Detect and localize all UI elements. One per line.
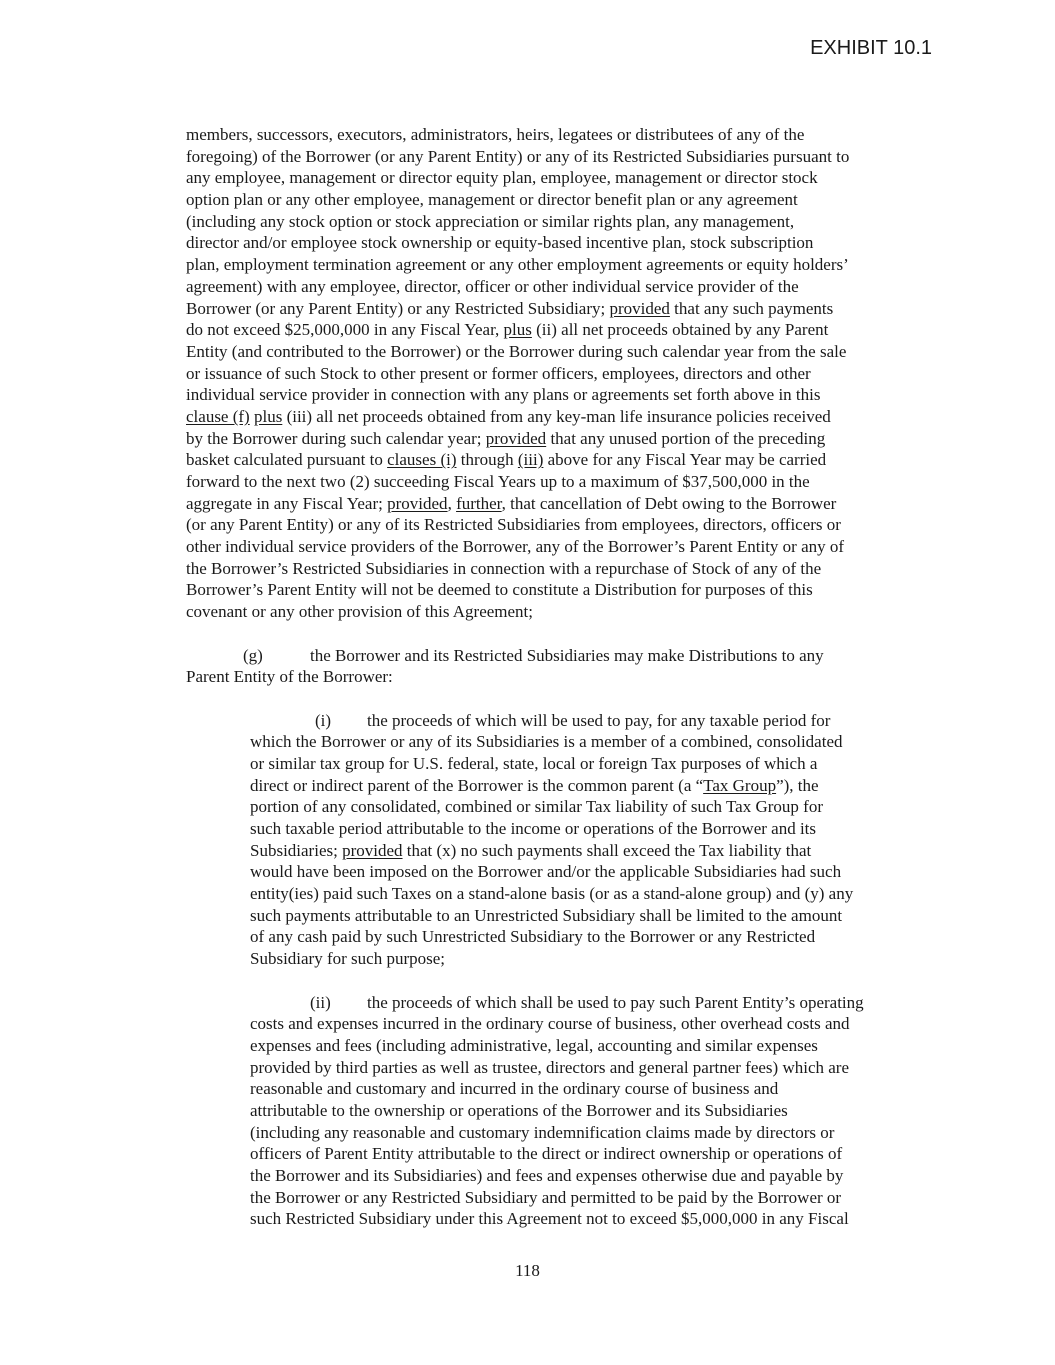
text-line: entity(ies) paid such Taxes on a stand-alone basis (or as a stand-alone group) and (y) any — [250, 884, 854, 904]
paragraph-label: (ii) — [310, 992, 331, 1012]
text-line: clause (f) plus (iii) all net proceeds obtained from any key-man life insurance policies received — [186, 406, 831, 426]
text-line: which the Borrower or any of its Subsidiaries is a member of a combined, consolidated — [250, 732, 843, 752]
text-line: would have been imposed on the Borrower and/or the applicable Subsidiaries had such — [250, 862, 842, 882]
text-line: do not exceed $25,000,000 in any Fiscal Year, plus (ii) all net proceeds obtained by any Parent — [186, 320, 829, 340]
text-line: plan, employment termination agreement or any other employment agreements or equity holders’ — [186, 255, 849, 275]
text-line: portion of any consolidated, combined or similar Tax liability of such Tax Group for — [250, 797, 823, 817]
text-line: attributable to the ownership or operations of the Borrower and its Subsidiaries — [250, 1100, 788, 1120]
paragraph-g — [186, 645, 932, 688]
paragraph-g-ii — [186, 992, 932, 1231]
text-line: option plan or any other employee, management or director benefit plan or any agreement — [186, 190, 798, 210]
paragraph-label: (i) — [315, 710, 332, 730]
exhibit-header: EXHIBIT 10.1 — [810, 37, 932, 59]
text-line: (including any reasonable and customary indemnification claims made by directors or — [250, 1122, 835, 1142]
text-line: foregoing) of the Borrower (or any Parent Entity) or any of its Restricted Subsidiaries pursuant to — [186, 146, 850, 166]
paragraph-label: (g) — [243, 645, 263, 665]
text-line: Borrower’s Parent Entity will not be deemed to constitute a Distribution for purposes of this — [186, 580, 813, 600]
text-line: any employee, management or director equity plan, employee, management or director stock — [186, 168, 818, 188]
text-line: Entity (and contributed to the Borrower) or the Borrower during such calendar year from the sale — [186, 341, 847, 361]
text-line: provided by third parties as well as trustee, directors and general partner fees) which are — [250, 1057, 850, 1077]
text-line: covenant or any other provision of this Agreement; — [186, 602, 533, 622]
text-line: such Restricted Subsidiary under this Agreement not to exceed $5,000,000 in any Fiscal — [250, 1209, 849, 1229]
text-line: costs and expenses incurred in the ordinary course of business, other overhead costs and — [250, 1014, 850, 1034]
text-line: such taxable period attributable to the income or operations of the Borrower and its — [250, 819, 817, 838]
text-line: expenses and fees (including administrative, legal, accounting and similar expenses — [250, 1035, 818, 1055]
text-line: Subsidiary for such purpose; — [250, 949, 446, 969]
text-line: (ii) the proceeds of which shall be used to pay such Parent Entity’s operating — [310, 992, 864, 1012]
text-line: of any cash paid by such Unrestricted Subsidiary to the Borrower or any Restricted — [250, 927, 816, 947]
text-line: the Borrower and its Subsidiaries) and fees and expenses otherwise due and payable by — [250, 1166, 844, 1185]
text-line: direct or indirect parent of the Borrower is the common parent (a “Tax Group”), the — [250, 775, 819, 795]
text-line: (including any stock option or stock appreciation or similar rights plan, any management, — [186, 211, 795, 231]
text-line: reasonable and customary and incurred in the ordinary course of business and — [250, 1079, 779, 1099]
text-line: officers of Parent Entity attributable to the direct or indirect ownership or operations of — [250, 1144, 843, 1164]
text-line: director and/or employee stock ownership or equity-based incentive plan, stock subscription — [186, 233, 814, 253]
text-line: (or any Parent Entity) or any of its Restricted Subsidiaries from employees, directors, officers or — [186, 515, 841, 535]
text-line: basket calculated pursuant to clauses (i) through (iii) above for any Fiscal Year may be carried — [186, 450, 827, 470]
page-number: 118 — [515, 1261, 540, 1280]
text-line: such payments attributable to an Unrestricted Subsidiary shall be limited to the amount — [250, 905, 843, 925]
text-line: other individual service providers of the Borrower, any of the Borrower’s Parent Entity or any of — [186, 537, 845, 557]
paragraph-continuation — [186, 124, 932, 623]
text-line: individual service provider in connection with any plans or agreements set forth above in this — [186, 385, 821, 405]
text-line: Parent Entity of the Borrower: — [186, 667, 393, 687]
paragraph-g-i — [186, 710, 932, 970]
text-line: forward to the next two (2) succeeding Fiscal Years up to a maximum of $37,500,000 in the — [186, 472, 810, 491]
text-line: (g) the Borrower and its Restricted Subsidiaries may make Distributions to any — [243, 645, 824, 665]
text-line: Borrower (or any Parent Entity) or any Restricted Subsidiary; provided that any such payments — [186, 298, 834, 318]
text-line: agreement) with any employee, director, officer or other individual service provider of the — [186, 276, 799, 296]
text-line: by the Borrower during such calendar year; provided that any unused portion of the preceding — [186, 428, 826, 448]
text-line: Subsidiaries; provided that (x) no such payments shall exceed the Tax liability that — [250, 840, 812, 860]
document-body — [186, 124, 932, 1230]
text-line: or similar tax group for U.S. federal, state, local or foreign Tax purposes of which a — [250, 753, 818, 773]
text-line: members, successors, executors, administrators, heirs, legatees or distributees of any of the — [186, 125, 805, 144]
text-line: the Borrower or any Restricted Subsidiary and permitted to be paid by the Borrower or — [250, 1187, 842, 1207]
text-line: aggregate in any Fiscal Year; provided, further, that cancellation of Debt owing to the Borrower — [186, 493, 837, 513]
text-line: (i) the proceeds of which will be used to pay, for any taxable period for — [315, 710, 831, 730]
text-line: the Borrower’s Restricted Subsidiaries in connection with a repurchase of Stock of any of the — [186, 558, 822, 578]
text-line: or issuance of such Stock to other present or former officers, employees, directors and other — [186, 363, 811, 383]
